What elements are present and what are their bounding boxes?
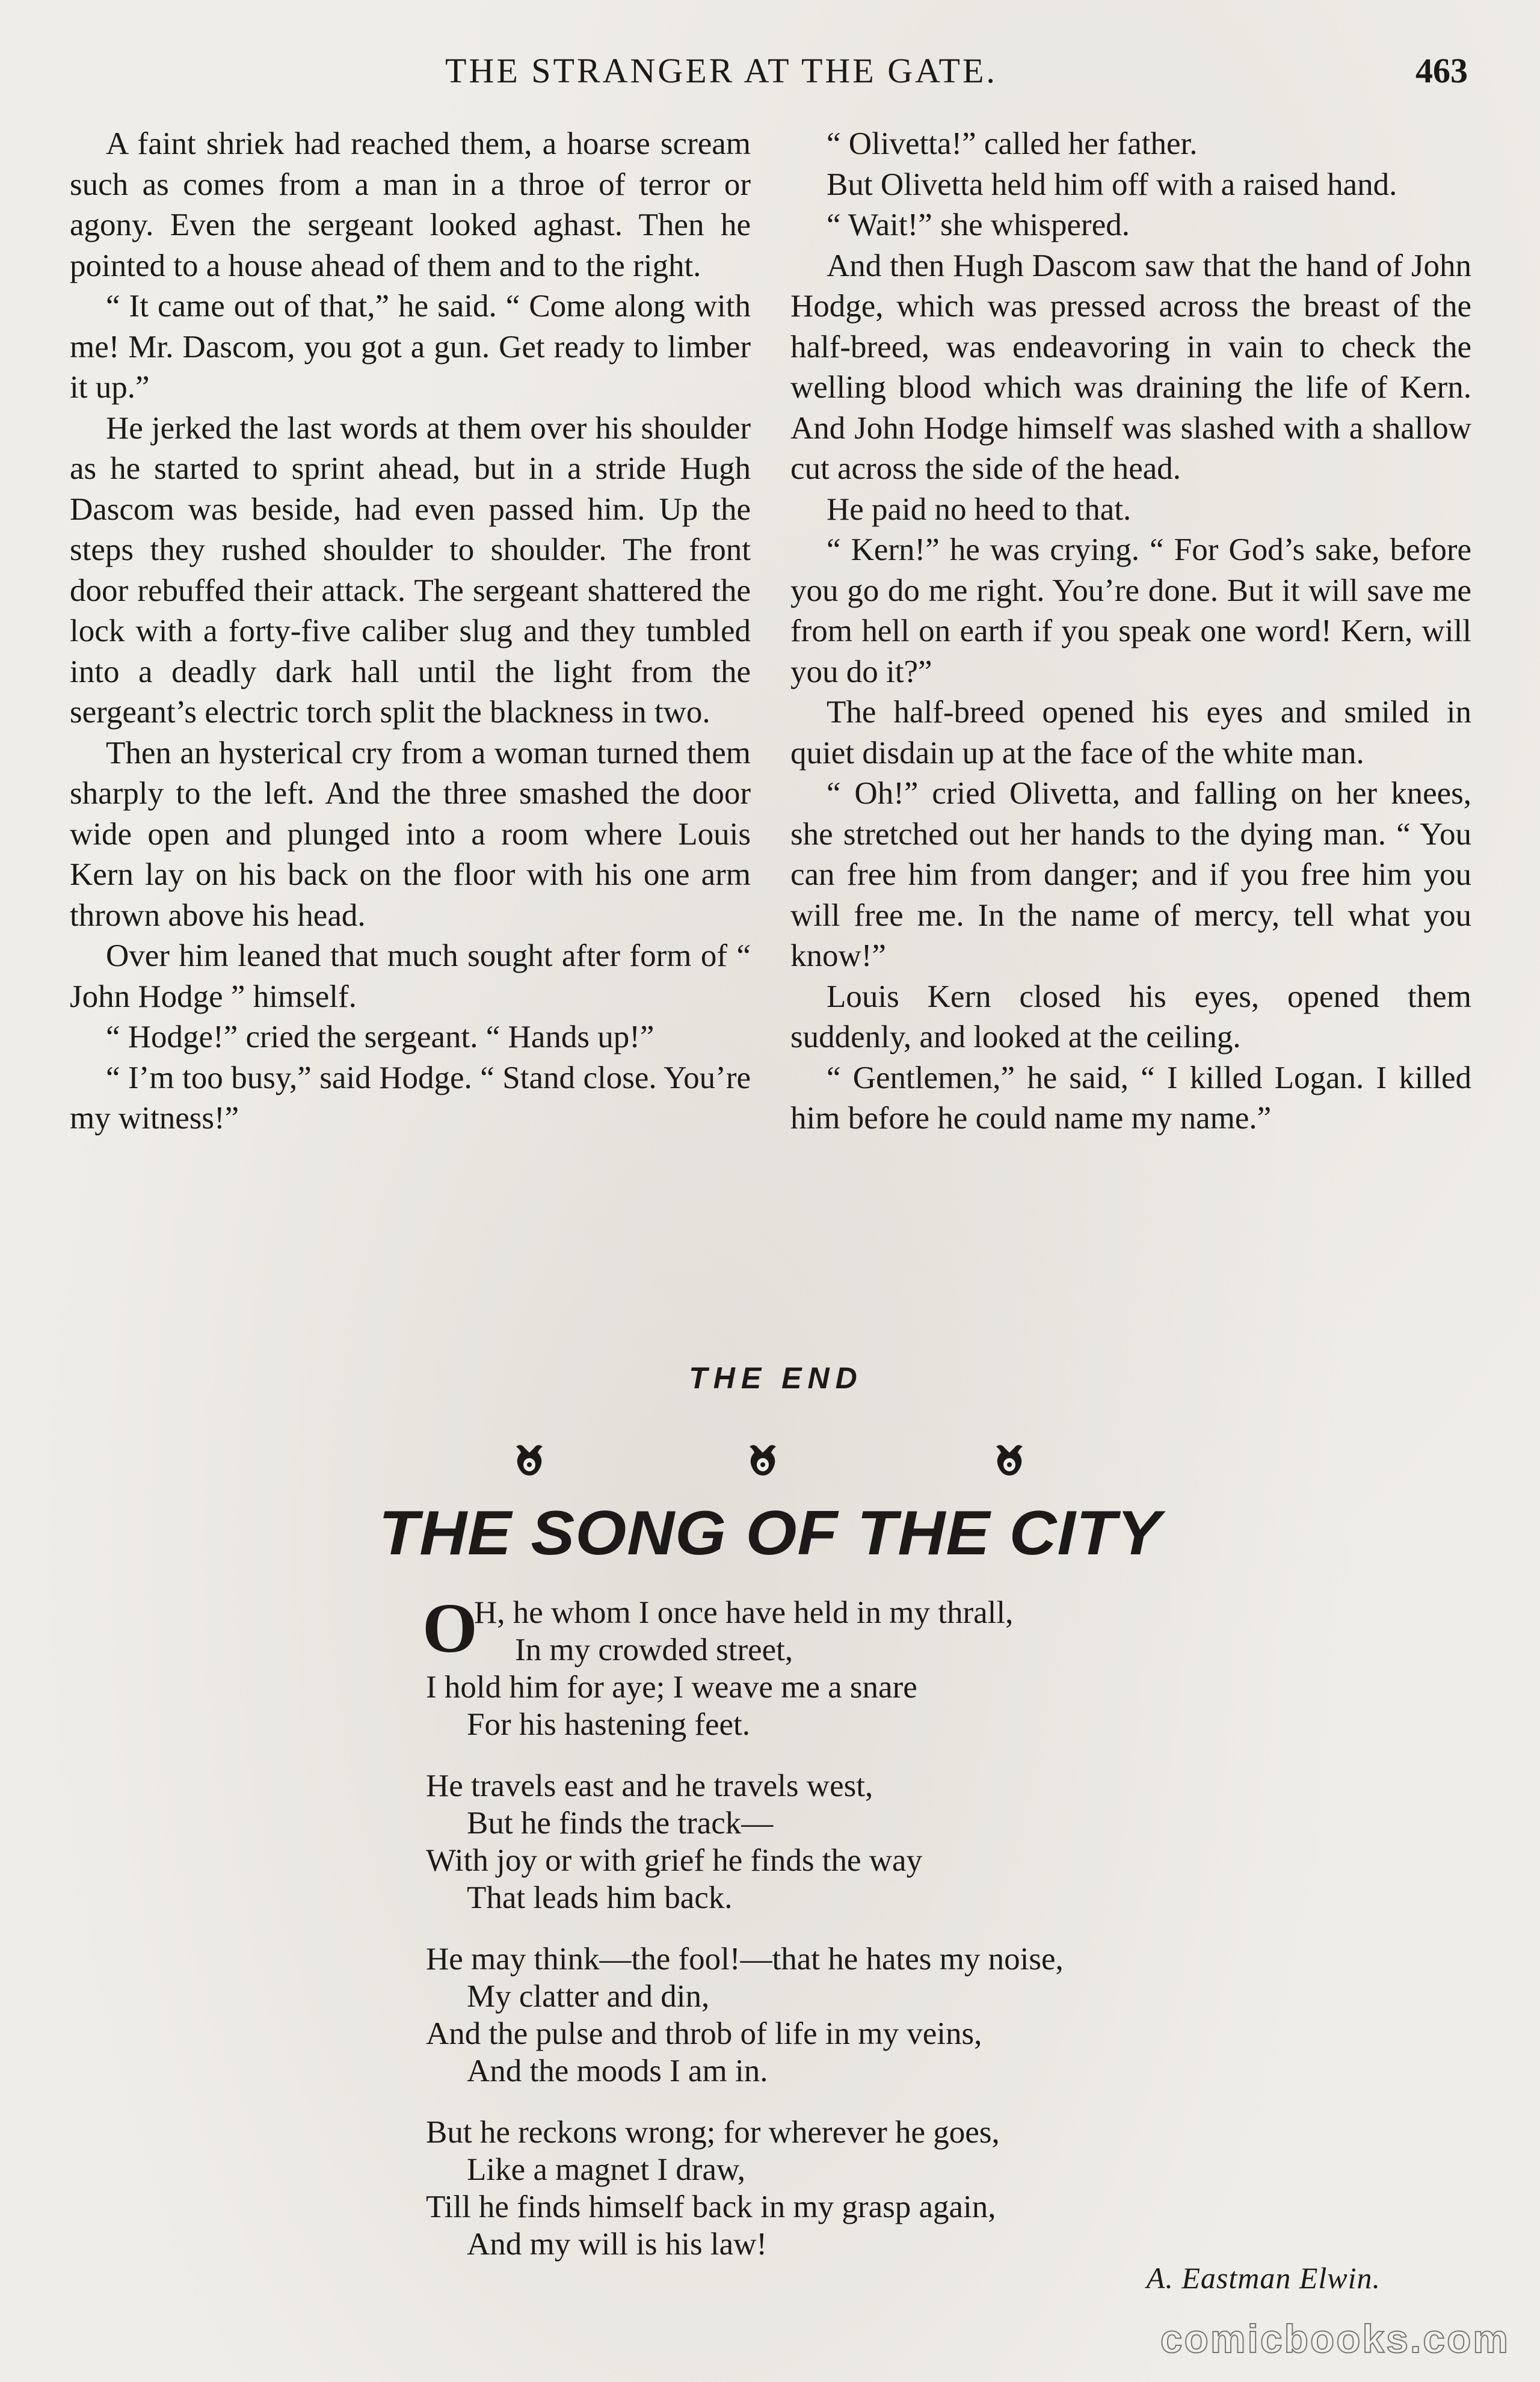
poem-line: But he finds the track—: [467, 1806, 774, 1841]
fleuron-icon: [990, 1441, 1029, 1479]
paragraph: “ Wait!” she whispered.: [827, 208, 1130, 242]
poem-stanza: [426, 1940, 1328, 2090]
paragraph: “ Oh!” cried Olivetta, and falling on her knees, she stretched out her hands to the dying man. “ You can free him from danger; and if you free him you will free me. In the name of mercy, tell what you know!”: [790, 776, 1471, 973]
poem-line: And my will is his law!: [467, 2227, 768, 2262]
the-end-label: THE END: [689, 1361, 863, 1395]
story-columns: [70, 124, 1471, 1357]
left-column: [70, 124, 751, 1357]
paragraph: Then an hysterical cry from a woman turned them sharply to the left. And the three smashed the door wide open and plunged into a room where Louis Kern lay on his back on the floor with his one arm thrown above his head.: [70, 735, 751, 933]
poem-body: [422, 1589, 1328, 2287]
right-column: [790, 124, 1471, 1357]
paragraph: “ Hodge!” cried the sergeant. “ Hands up!”: [106, 1020, 654, 1054]
poem-line: In my crowded street,: [515, 1633, 793, 1667]
paragraph: He jerked the last words at them over his shoulder as he started to sprint ahead, but in a stride Hugh Dascom was beside, had even passed him. Up the steps they rushed shoulder to shoulder. The front door rebuffed their attack. The sergeant shattered the lock with a forty-five caliber slug and they tumbled into a deadly dark hall until the light from the sergeant’s electric torch split the blackness in two.: [70, 410, 751, 730]
poem-line: And the moods I am in.: [467, 2054, 768, 2088]
poem-title: THE SONG OF THE CITY: [378, 1498, 1162, 1568]
poem-line: Till he finds himself back in my grasp again,: [426, 2190, 996, 2224]
poem-line: He may think—the fool!—that he hates my noise,: [426, 1942, 1064, 1977]
paragraph: “ It came out of that,” he said. “ Come along with me! Mr. Dascom, you got a gun. Get ready to limber it up.”: [70, 289, 751, 405]
poem-line: With joy or with grief he finds the way: [426, 1843, 923, 1878]
poem-author: A. Eastman Elwin.: [1146, 2261, 1381, 2295]
poem-line: I hold him for aye; I weave me a snare: [426, 1670, 917, 1705]
poem-line: Like a magnet I draw,: [467, 2152, 746, 2187]
site-watermark: comicbooks.com: [1160, 2316, 1510, 2361]
paragraph: A faint shriek had reached them, a hoarse scream such as comes from a man in a throe of terror or agony. Even the sergeant looked aghast. Then he pointed to a house ahead of them and to the right.: [70, 126, 751, 283]
running-title: THE STRANGER AT THE GATE.: [445, 51, 997, 90]
paragraph: “ Olivetta!” called her father.: [827, 126, 1198, 161]
paragraph: “ I’m too busy,” said Hodge. “ Stand close. You’re my witness!”: [70, 1060, 751, 1136]
paragraph: And then Hugh Dascom saw that the hand of John Hodge, which was pressed across the breast of the half-breed, was endeavoring in vain to check the welling blood which was draining the life of Kern. And John Hodge himself was slashed with a shallow cut across the side of the head.: [790, 248, 1471, 486]
paragraph: But Olivetta held him off with a raised hand.: [827, 167, 1397, 202]
poem-line-text: H, he whom I once have held in my thrall,: [474, 1595, 1014, 1630]
poem-stanza: [422, 1589, 1328, 1743]
poem-line: But he reckons wrong; for wherever he goes,: [426, 2115, 1000, 2150]
paragraph: Louis Kern closed his eyes, opened them suddenly, and looked at the ceiling.: [790, 979, 1471, 1054]
poem-line: That leads him back.: [467, 1880, 733, 1915]
paragraph: The half-breed opened his eyes and smiled in quiet disdain up at the face of the white man.: [790, 695, 1471, 771]
ornament-row: [0, 1441, 1540, 1489]
fleuron-icon: [744, 1441, 782, 1479]
paragraph: He paid no heed to that.: [827, 491, 1132, 527]
poem-line: My clatter and din,: [467, 1979, 710, 2014]
paragraph: “ Kern!” he was crying. “ For God’s sake, before you go do me right. You’re done. But it will save me from hell on earth if you speak one word! Kern, will you do it?”: [790, 532, 1471, 689]
drop-cap: O: [422, 1589, 478, 1667]
poem-line: And the pulse and throb of life in my veins,: [426, 2016, 982, 2051]
fleuron-icon: [510, 1441, 549, 1479]
poem-stanza: [426, 1767, 1328, 1916]
poem-stanza: [426, 2114, 1328, 2263]
poem-line: He travels east and he travels west,: [426, 1768, 873, 1803]
paragraph: Over him leaned that much sought after form of “ John Hodge ” himself.: [70, 938, 751, 1014]
page-number: 463: [1415, 51, 1468, 90]
poem-line: For his hastening feet.: [467, 1707, 751, 1742]
paragraph: “ Gentlemen,” he said, “ I killed Logan. I killed him before he could name my name.”: [790, 1060, 1471, 1136]
